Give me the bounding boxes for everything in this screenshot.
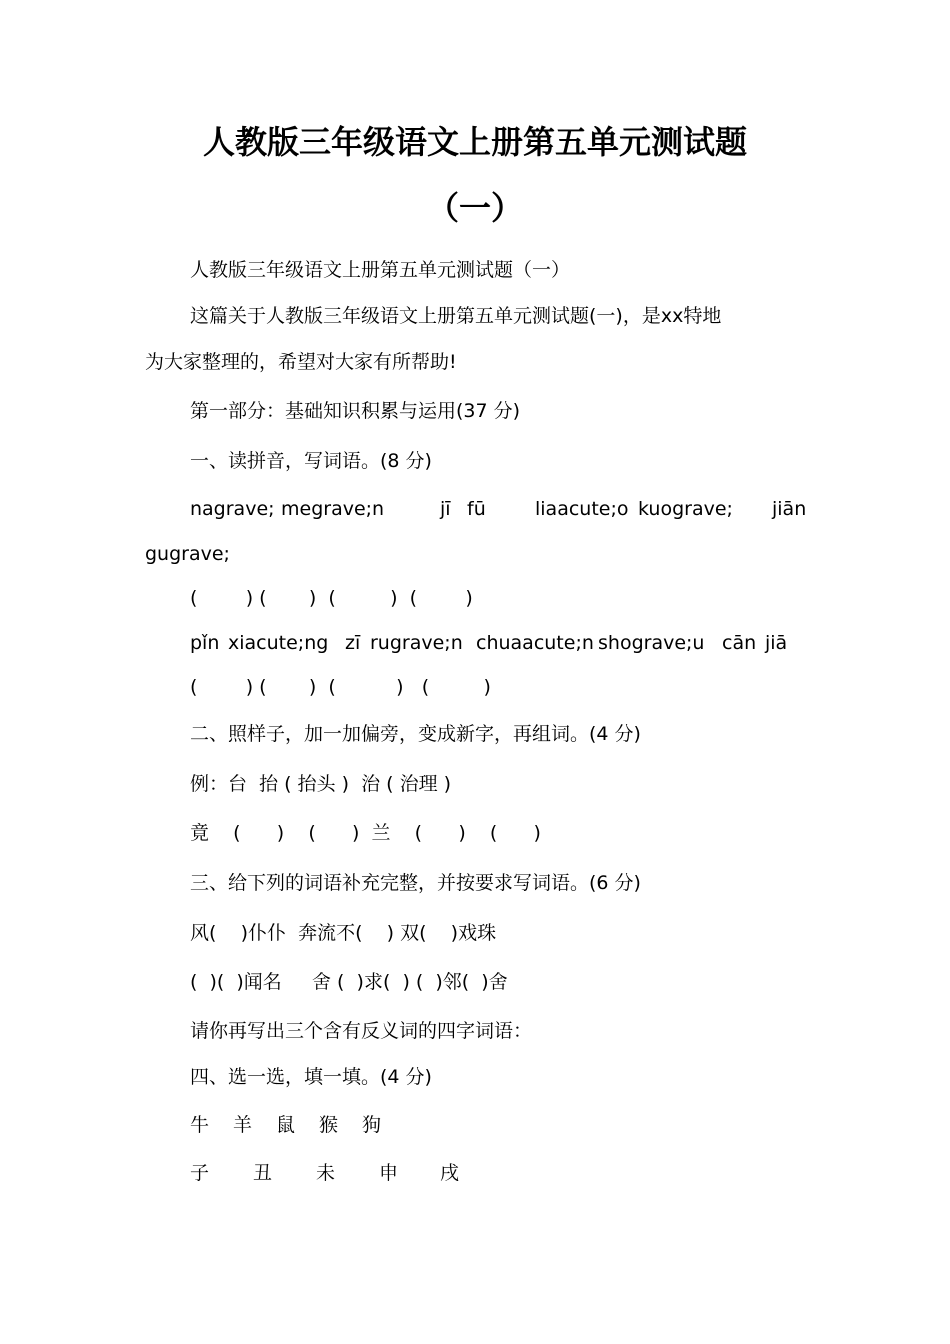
animal-item: 羊 bbox=[233, 1114, 253, 1136]
pinyin-item: jiā bbox=[765, 632, 788, 654]
pinyin-item: fū bbox=[467, 498, 486, 520]
part1-heading: 第一部分：基础知识积累与运用(37 分) bbox=[190, 400, 521, 422]
pinyin-item: shograve;u bbox=[598, 632, 705, 654]
pinyin-item: jī bbox=[440, 498, 451, 520]
pinyin-item: pǐn bbox=[190, 632, 220, 654]
q4-branches-row bbox=[190, 1160, 805, 1342]
q1-pinyin-row-1-wrap: gugrave; bbox=[145, 543, 230, 565]
q3-heading: 三、给下列的词语补充完整，并按要求写词语。(6 分) bbox=[190, 872, 641, 894]
document-title: 人教版三年级语文上册第五单元测试题 bbox=[202, 123, 747, 161]
pinyin-item: jiān bbox=[772, 498, 807, 520]
q2-heading: 二、照样子，加一加偏旁，变成新字，再组词。(4 分) bbox=[190, 723, 641, 745]
pinyin-item: xiacute;ng bbox=[228, 632, 329, 654]
pinyin-item: zī bbox=[345, 632, 361, 654]
animal-item: 鼠 bbox=[276, 1114, 296, 1136]
earthly-branch-item: 未 bbox=[316, 1162, 336, 1184]
q3-idiom-line-2: ( )( )闻名 舍 ( )求( ) ( )邻( )舍 bbox=[190, 971, 508, 993]
pinyin-item: megrave;n bbox=[281, 498, 385, 520]
q1-pinyin-row-2 bbox=[190, 630, 805, 890]
pinyin-item: kuograve; bbox=[638, 498, 733, 520]
animal-item: 猴 bbox=[319, 1114, 339, 1136]
q2-example: 例：台 抬 ( 抬头 ) 治 ( 治理 ) bbox=[190, 773, 452, 795]
document-title-subtitle: （一） bbox=[426, 189, 523, 227]
q4-heading: 四、选一选，填一填。(4 分) bbox=[190, 1066, 432, 1088]
earthly-branch-item: 子 bbox=[190, 1162, 210, 1184]
intro-paragraph-line-2: 为大家整理的，希望对大家有所帮助! bbox=[145, 351, 457, 373]
intro-paragraph-line-1: 这篇关于人教版三年级语文上册第五单元测试题(一)，是xx特地 bbox=[190, 305, 722, 327]
q1-heading: 一、读拼音，写词语。(8 分) bbox=[190, 450, 432, 472]
intro-heading: 人教版三年级语文上册第五单元测试题（一） bbox=[190, 259, 571, 281]
q3-antonym-prompt: 请你再写出三个含有反义词的四字词语： bbox=[190, 1020, 533, 1042]
pinyin-item: cān bbox=[722, 632, 757, 654]
q3-idiom-line-1: 风( )仆仆 奔流不( ) 双( )戏珠 bbox=[190, 922, 497, 944]
animal-item: 牛 bbox=[190, 1114, 210, 1136]
q1-answer-blanks-1: ( ) ( ) ( ) ( ) bbox=[190, 587, 473, 609]
pinyin-item: chuaacute;n bbox=[476, 632, 594, 654]
pinyin-item: rugrave;n bbox=[370, 632, 463, 654]
q1-answer-blanks-2: ( ) ( ) ( ) ( ) bbox=[190, 676, 491, 698]
earthly-branch-item: 戌 bbox=[440, 1162, 460, 1184]
q2-exercise-line: 竟 ( ) ( ) 兰 ( ) ( ) bbox=[190, 822, 541, 844]
pinyin-item: nagrave; bbox=[190, 498, 275, 520]
earthly-branch-item: 申 bbox=[379, 1162, 399, 1184]
animal-item: 狗 bbox=[362, 1114, 382, 1136]
earthly-branch-item: 丑 bbox=[253, 1162, 273, 1184]
pinyin-item: liaacute;o bbox=[535, 498, 629, 520]
